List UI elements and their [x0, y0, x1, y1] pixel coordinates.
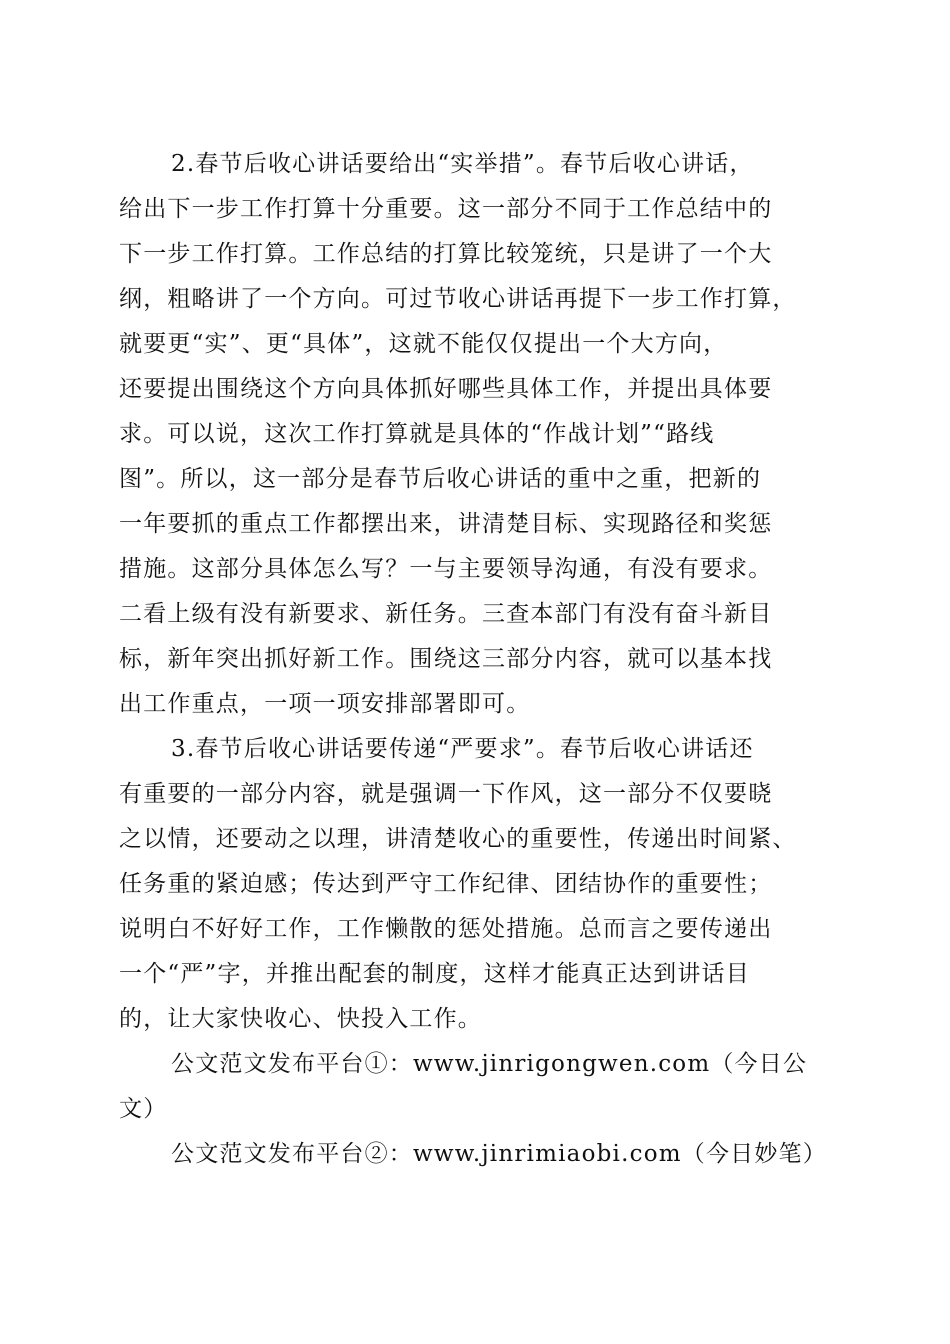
paragraph-2-line-11: 二看上级有没有新要求、新任务。三查本部门有没有奋斗新目 — [119, 601, 773, 627]
paragraph-3-line-6: 一个“严”字，并推出配套的制度，这样才能真正达到讲话目 — [119, 961, 750, 987]
paragraph-3-line-1: 3.春节后收心讲话要传递“严要求”。春节后收心讲话还 — [171, 736, 754, 762]
paragraph-3-line-4: 任务重的紧迫感；传达到严守工作纪律、团结协作的重要性； — [119, 871, 773, 897]
paragraph-2-line-10: 措施。这部分具体怎么写？一与主要领导沟通，有没有要求。 — [119, 556, 773, 582]
paragraph-3-line-7: 的，让大家快收心、快投入工作。 — [119, 1006, 482, 1032]
paragraph-2-line-6: 还要提出围绕这个方向具体抓好哪些具体工作，并提出具体要 — [119, 376, 773, 402]
paragraph-2-line-9: 一年要抓的重点工作都摆出来，讲清楚目标、实现路径和奖惩 — [119, 511, 773, 537]
paragraph-3-line-2: 有重要的一部分内容，就是强调一下作风，这一部分不仅要晓 — [119, 781, 773, 807]
paragraph-2-line-12: 标，新年突出抓好新工作。围绕这三部分内容，就可以基本找 — [119, 646, 773, 672]
paragraph-3-line-3: 之以情，还要动之以理，讲清楚收心的重要性，传递出时间紧、 — [119, 826, 797, 852]
paragraph-2-line-7: 求。可以说，这次工作打算就是具体的“作战计划”“路线 — [119, 421, 715, 447]
paragraph-2-line-13: 出工作重点，一项一项安排部署即可。 — [119, 691, 531, 717]
paragraph-2-line-4: 纲，粗略讲了一个方向。可过节收心讲话再提下一步工作打算， — [119, 286, 797, 312]
platform-1-line-1: 公文范文发布平台①：www.jinrigongwen.com（今日公 — [171, 1051, 808, 1077]
paragraph-2-line-5: 就要更“实”、更“具体”，这就不能仅仅提出一个大方向， — [119, 331, 728, 357]
paragraph-2-line-3: 下一步工作打算。工作总结的打算比较笼统，只是讲了一个大 — [119, 241, 773, 267]
paragraph-2-line-1: 2.春节后收心讲话要给出“实举措”。春节后收心讲话， — [171, 151, 754, 177]
platform-2-line-1: 公文范文发布平台②：www.jinrimiaobi.com（今日妙笔） — [171, 1141, 827, 1167]
platform-1-line-2: 文） — [119, 1096, 168, 1122]
paragraph-2-line-2: 给出下一步工作打算十分重要。这一部分不同于工作总结中的 — [119, 196, 773, 222]
paragraph-2-line-8: 图”。所以，这一部分是春节后收心讲话的重中之重，把新的 — [119, 466, 762, 492]
paragraph-3-line-5: 说明白不好好工作，工作懒散的惩处措施。总而言之要传递出 — [119, 916, 773, 942]
